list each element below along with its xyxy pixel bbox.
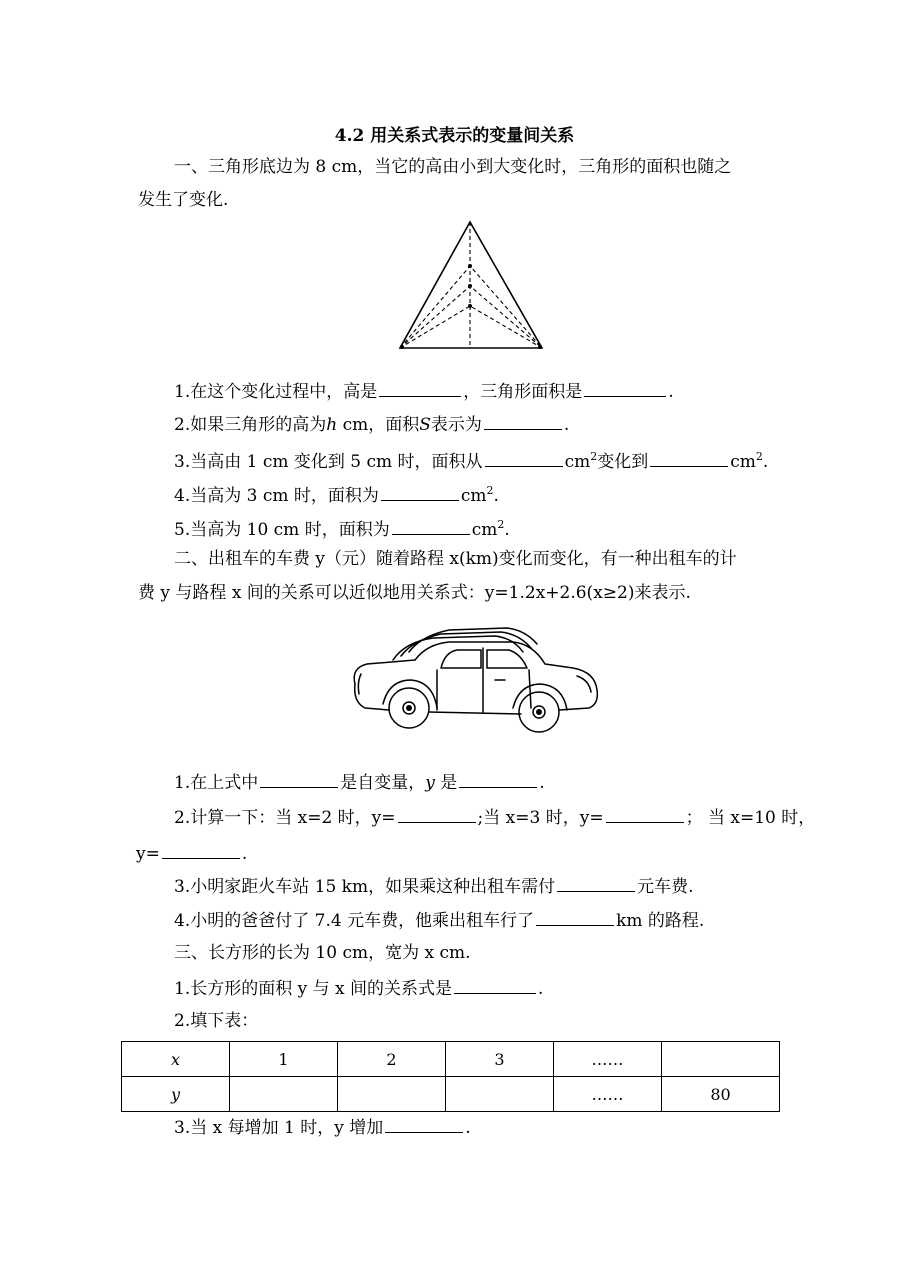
- s1-q2-text-a: 2.如果三角形的高为: [174, 415, 327, 435]
- superscript: 2: [755, 450, 763, 463]
- table-row: [122, 1077, 780, 1112]
- s3-q1-text-b: .: [538, 979, 544, 999]
- s1-q2-var-h: h: [326, 415, 338, 435]
- s2-q3-text-b: 元车费.: [637, 877, 694, 897]
- section1-intro-line2: 发生了变化.: [138, 190, 229, 210]
- table-cell[interactable]: [230, 1077, 338, 1112]
- s2-q3-text-a: 3.小明家距火车站 15 km，如果乘这种出租车需付: [174, 877, 556, 897]
- answer-blank[interactable]: [459, 770, 537, 788]
- answer-blank[interactable]: [379, 379, 461, 397]
- answer-blank[interactable]: [398, 805, 476, 823]
- s2-q1-var-y: y: [425, 773, 435, 793]
- s2-q2-text-b: ;当 x=3 时，y=: [477, 808, 604, 828]
- answer-blank[interactable]: [162, 841, 240, 859]
- section2-intro-line1: 二、出租车的车费 y（元）随着路程 x(km)变化而变化，有一种出租车的计: [174, 549, 737, 569]
- s1-question-3: [174, 446, 768, 473]
- s3-q1-text-a: 1.长方形的面积 y 与 x 间的关系式是: [174, 979, 453, 999]
- s2-question-1: [174, 770, 545, 794]
- answer-blank[interactable]: [485, 449, 563, 467]
- table-cell: y: [122, 1077, 230, 1112]
- s1-question-1: [174, 379, 674, 403]
- s1-q4-text-a: 4.当高为 3 cm 时，面积为: [174, 486, 379, 506]
- table-cell: 3: [446, 1042, 554, 1077]
- s2-q4-text-b: km 的路程.: [616, 911, 705, 931]
- answer-blank[interactable]: [392, 517, 470, 535]
- answer-blank[interactable]: [584, 379, 666, 397]
- answer-blank[interactable]: [650, 449, 728, 467]
- s2-question-2: [174, 805, 815, 829]
- s3-question-2: 2.填下表：: [174, 1011, 259, 1031]
- s1-q4-text-c: .: [493, 486, 499, 506]
- s2-q4-text-a: 4.小明的爸爸付了 7.4 元车费，他乘出租车行了: [174, 911, 535, 931]
- s2-q1-text-b: 是自变量，: [340, 773, 426, 793]
- s1-q5-text-c: .: [504, 520, 510, 540]
- s3-question-1: [174, 976, 543, 1000]
- s1-question-5: [174, 514, 510, 541]
- s2-q1-text-a: 1.在上式中: [174, 773, 259, 793]
- table-cell: x: [122, 1042, 230, 1077]
- table-cell[interactable]: [662, 1042, 780, 1077]
- table-cell: 1: [230, 1042, 338, 1077]
- page-title: 4.2 用关系式表示的变量间关系: [334, 126, 575, 146]
- s2-q2-text-d: y=: [136, 844, 160, 864]
- answer-blank[interactable]: [454, 976, 536, 994]
- s3-q3-text-b: .: [465, 1118, 471, 1138]
- answer-blank[interactable]: [385, 1115, 463, 1133]
- s1-q1-text-b: ，三角形面积是: [463, 382, 583, 402]
- s2-q2-text-a: 2.计算一下：当 x=2 时，y=: [174, 808, 396, 828]
- section1-intro-line1: 一、三角形底边为 8 cm，当它的高由小到大变化时，三角形的面积也随之: [174, 157, 732, 177]
- s1-q2-var-s: S: [419, 415, 431, 435]
- s2-question-4: [174, 908, 704, 932]
- s2-q1-text-d: .: [539, 773, 545, 793]
- section2-intro-line2: 费 y 与路程 x 间的关系可以近似地用关系式：y=1.2x+2.6(x≥2)来表示.: [138, 583, 691, 603]
- answer-blank[interactable]: [536, 908, 614, 926]
- table-cell[interactable]: [338, 1077, 446, 1112]
- s1-q2-text-b: cm，面积: [337, 415, 420, 435]
- table-cell[interactable]: [446, 1077, 554, 1112]
- s2-q1-text-c: 是: [434, 773, 458, 793]
- car-figure: [345, 622, 605, 740]
- s1-q3-unit-1: cm: [564, 452, 591, 472]
- superscript: 2: [497, 518, 505, 531]
- table-cell: ……: [554, 1042, 662, 1077]
- answer-blank[interactable]: [381, 483, 459, 501]
- s1-q1-text-a: 1.在这个变化过程中，高是: [174, 382, 378, 402]
- s2-question-3: [174, 874, 694, 898]
- table-row: [122, 1042, 780, 1077]
- s2-question-2-cont: [136, 841, 247, 865]
- answer-blank[interactable]: [260, 770, 338, 788]
- fill-in-table: [121, 1041, 780, 1112]
- superscript: 2: [590, 450, 598, 463]
- s1-q3-text-c: 变化到: [597, 452, 649, 472]
- table-cell: 2: [338, 1042, 446, 1077]
- s1-question-4: [174, 480, 499, 507]
- s2-q2-text-c: ； 当 x=10 时，: [685, 808, 816, 828]
- s1-q5-text-a: 5.当高为 10 cm 时，面积为: [174, 520, 390, 540]
- s1-question-2: [174, 412, 569, 436]
- s2-q2-text-e: .: [241, 844, 248, 864]
- s3-q3-text-a: 3.当 x 每增加 1 时，y 增加: [174, 1118, 384, 1138]
- answer-blank[interactable]: [557, 874, 635, 892]
- superscript: 2: [486, 484, 494, 497]
- s1-q1-text-c: .: [668, 382, 674, 402]
- s1-q3-text-e: .: [762, 452, 769, 472]
- answer-blank[interactable]: [606, 805, 684, 823]
- s3-question-3: [174, 1115, 471, 1139]
- triangle-figure: [390, 218, 550, 358]
- s1-q2-text-d: .: [563, 415, 570, 435]
- s1-q4-unit: cm: [460, 486, 487, 506]
- table-cell: ……: [554, 1077, 662, 1112]
- s1-q3-text-a: 3.当高由 1 cm 变化到 5 cm 时，面积从: [174, 452, 483, 472]
- s1-q5-unit: cm: [471, 520, 498, 540]
- section3-intro: 三、长方形的长为 10 cm，宽为 x cm.: [174, 943, 471, 963]
- s1-q2-text-c: 表示为: [430, 415, 482, 435]
- answer-blank[interactable]: [484, 412, 562, 430]
- s1-q3-unit-2: cm: [730, 452, 756, 472]
- table-cell: 80: [662, 1077, 780, 1112]
